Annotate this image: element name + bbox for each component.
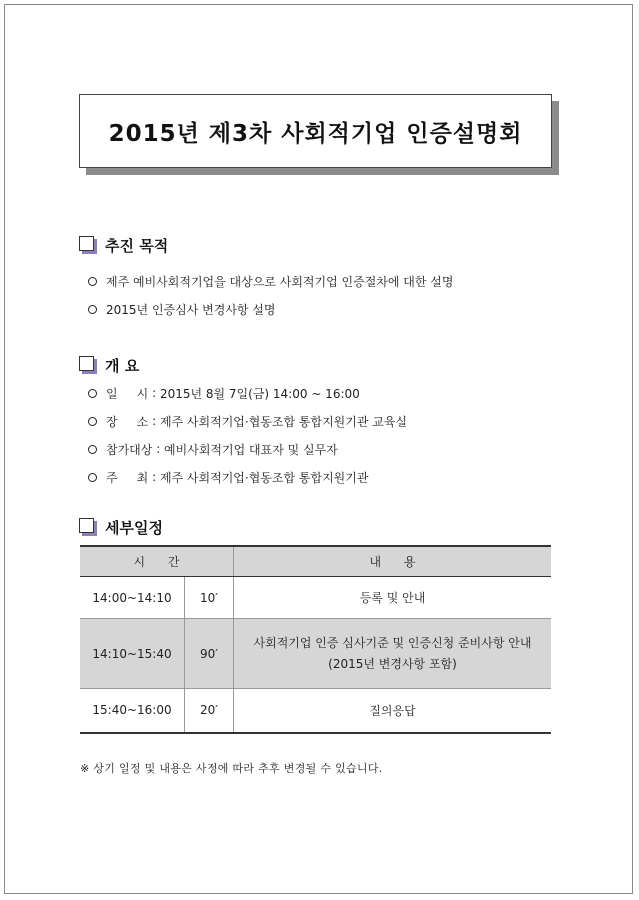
row-content [234,619,552,689]
section-title: 개 요 [105,356,140,375]
item-label: 일 시 [106,386,149,401]
overview-item-place: 장 소 : 제주 사회적기업·협동조합 통합지원기관 교육실 [88,412,407,430]
header-content: 내 용 [234,546,552,577]
purpose-bullet-2 [88,300,276,318]
square-bullet-icon [79,518,97,536]
row-content-line1: 질의응답 [369,703,416,718]
table-header-row [80,546,551,577]
circle-bullet-icon [88,277,97,286]
circle-bullet-icon [88,417,97,426]
row-time: 15:40~16:00 [80,689,185,733]
row-content-line1: 등록 및 안내 [359,591,426,605]
section-title: 세부일정 [105,518,163,537]
section-overview-heading [79,354,139,376]
row-time: 14:00~14:10 [80,577,185,619]
table-row [80,619,551,689]
document-title: 2015년 제3차 사회적기업 인증설명회 [108,120,523,147]
circle-bullet-icon [88,305,97,314]
header-time: 시 간 [80,546,234,577]
circle-bullet-icon [88,445,97,454]
section-schedule-heading [79,516,163,538]
item-value: 제주 사회적기업·협동조합 통합지원기관 교육실 [159,414,408,429]
footnote: ※ 상기 일정 및 내용은 사정에 따라 추후 변경될 수 있습니다. [80,762,383,775]
purpose-bullet-1 [88,272,453,290]
row-content [234,577,552,619]
table-row [80,689,551,733]
item-value: 2015년 8월 7일(금) 14:00 ~ 16:00 [159,386,360,401]
row-duration: 10′ [185,577,234,619]
item-label: 장 소 [106,414,149,429]
item-value: 예비사회적기업 대표자 및 실무자 [164,442,338,457]
schedule-table [80,545,551,734]
overview-item-date: 일 시 : 2015년 8월 7일(금) 14:00 ~ 16:00 [88,384,360,402]
row-time: 14:10~15:40 [80,619,185,689]
item-label: 주 최 [106,470,149,485]
overview-item-target: 참가대상 : 예비사회적기업 대표자 및 실무자 [88,440,338,458]
item-value: 제주 사회적기업·협동조합 통합지원기관 [159,470,369,485]
square-bullet-icon [79,356,97,374]
section-title: 추진 목적 [105,236,169,255]
bullet-text: 2015년 인증심사 변경사항 설명 [106,302,276,317]
table-row [80,577,551,619]
circle-bullet-icon [88,389,97,398]
square-bullet-icon [79,236,97,254]
row-content [234,689,552,733]
overview-item-host: 주 최 : 제주 사회적기업·협동조합 통합지원기관 [88,468,368,486]
title-box [79,94,552,168]
bullet-text: 제주 예비사회적기업을 대상으로 사회적기업 인증절차에 대한 설명 [106,274,454,289]
row-duration: 90′ [185,619,234,689]
section-purpose-heading [79,234,168,256]
circle-bullet-icon [88,473,97,482]
row-content-line1: 사회적기업 인증 심사기준 및 인증신청 준비사항 안내 [253,635,532,650]
item-label: 참가대상 [106,442,153,457]
row-duration: 20′ [185,689,234,733]
row-content-line2: (2015년 변경사항 포함) [328,656,457,671]
